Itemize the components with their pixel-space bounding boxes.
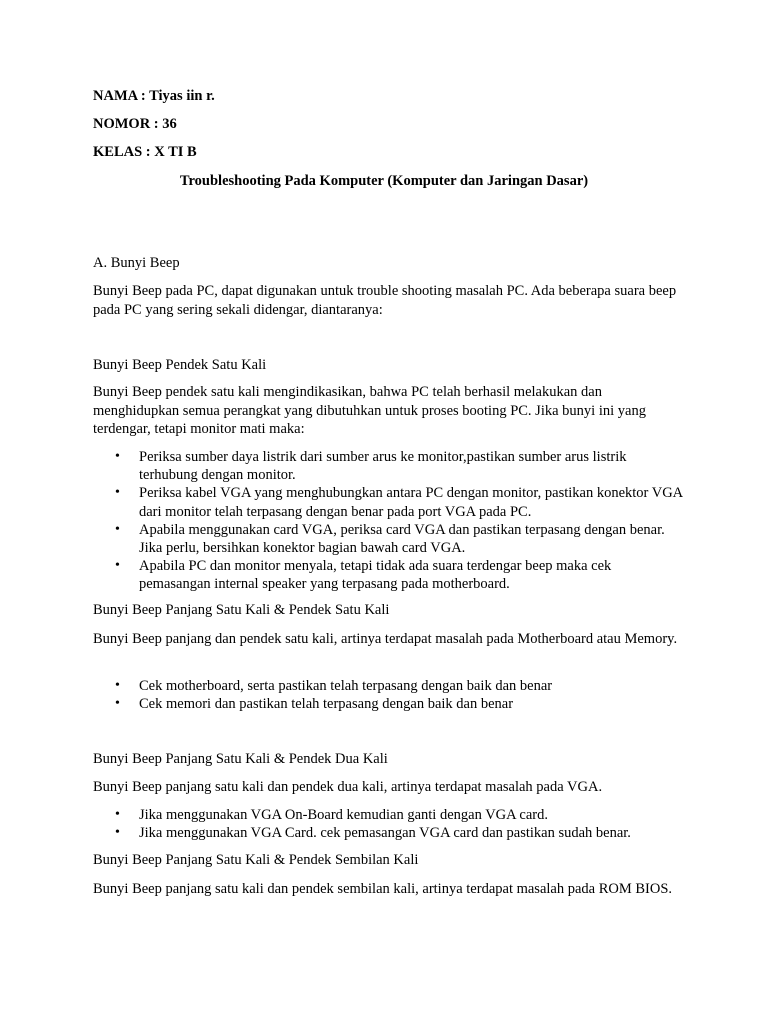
bullet-icon: • [115,558,120,574]
bullet-icon: • [115,449,120,464]
list-item [93,695,683,713]
bullet-icon: • [115,696,120,712]
student-number: NOMOR : 36 [93,116,177,132]
bullet-icon: • [115,678,120,693]
section-a-heading: A. Bunyi Beep [93,255,180,271]
bullet-icon: • [115,521,120,537]
beep4-heading: Bunyi Beep Panjang Satu Kali & Pendek Sembilan Kali [93,852,419,868]
document-title: Troubleshooting Pada Komputer (Komputer dan Jaringan Dasar) [179,173,589,189]
list-item-text: Apabila menggunakan card VGA, periksa card VGA dan pastikan terpasang dengan benar. Jika perlu, bersihkan konektor bagian bawah card VGA. [139,521,665,557]
student-class: KELAS : X TI B [93,144,197,160]
list-item-text: Jika menggunakan VGA Card. cek pemasangan VGA card dan pastikan sudah benar. [139,825,631,842]
list-item [93,521,683,557]
list-item-text: Apabila PC dan monitor menyala, tetapi tidak ada suara terdengar beep maka cek pemasangan internal speaker yang terpasang pada motherboard. [139,558,612,593]
bullet-icon: • [115,807,120,822]
list-item [93,557,683,593]
list-item [93,677,683,695]
beep3-heading: Bunyi Beep Panjang Satu Kali & Pendek Dua Kali [93,751,388,767]
list-item-text: Cek memori dan pastikan telah terpasang dengan baik dan benar [139,696,514,713]
list-item-text: Jika menggunakan VGA On-Board kemudian ganti dengan VGA card. [139,807,549,823]
beep1-heading: Bunyi Beep Pendek Satu Kali [93,357,267,373]
beep2-bullet-list [93,677,683,713]
beep2-description: Bunyi Beep panjang dan pendek satu kali, artinya terdapat masalah pada Motherboard atau Memory. [93,631,678,647]
student-name: NAMA : Tiyas iin r. [93,88,215,104]
beep1-bullet-list [93,448,683,594]
list-item [93,448,683,484]
bullet-icon: • [115,485,120,501]
section-a-intro: Bunyi Beep pada PC, dapat digunakan untuk trouble shooting masalah PC. Ada beberapa suara beep pada PC yang sering sekali didengar, diantaranya: [93,283,677,318]
list-item-text: Periksa sumber daya listrik dari sumber arus ke monitor,pastikan sumber arus listrik terhubung dengan monitor. [139,449,627,484]
beep2-heading: Bunyi Beep Panjang Satu Kali & Pendek Satu Kali [93,602,390,618]
list-item-text: Cek motherboard, serta pastikan telah terpasang dengan baik dan benar [139,678,553,694]
beep3-bullet-list [93,806,683,842]
list-item [93,806,683,824]
beep4-description: Bunyi Beep panjang satu kali dan pendek sembilan kali, artinya terdapat masalah pada ROM BIOS. [93,881,673,897]
list-item-text: Periksa kabel VGA yang menghubungkan antara PC dengan monitor, pastikan konektor VGA dari monitor telah terpasang dengan benar pada port VGA pada PC. [139,485,683,520]
beep3-description: Bunyi Beep panjang satu kali dan pendek dua kali, artinya terdapat masalah pada VGA. [93,779,603,795]
list-item [93,824,683,842]
bullet-icon: • [115,825,120,841]
list-item [93,484,683,520]
beep1-description: Bunyi Beep pendek satu kali mengindikasikan, bahwa PC telah berhasil melakukan dan menghidupkan semua perangkat yang dibutuhkan untuk proses booting PC. Jika bunyi ini yang terdengar, tetapi monitor mati maka: [93,384,646,437]
